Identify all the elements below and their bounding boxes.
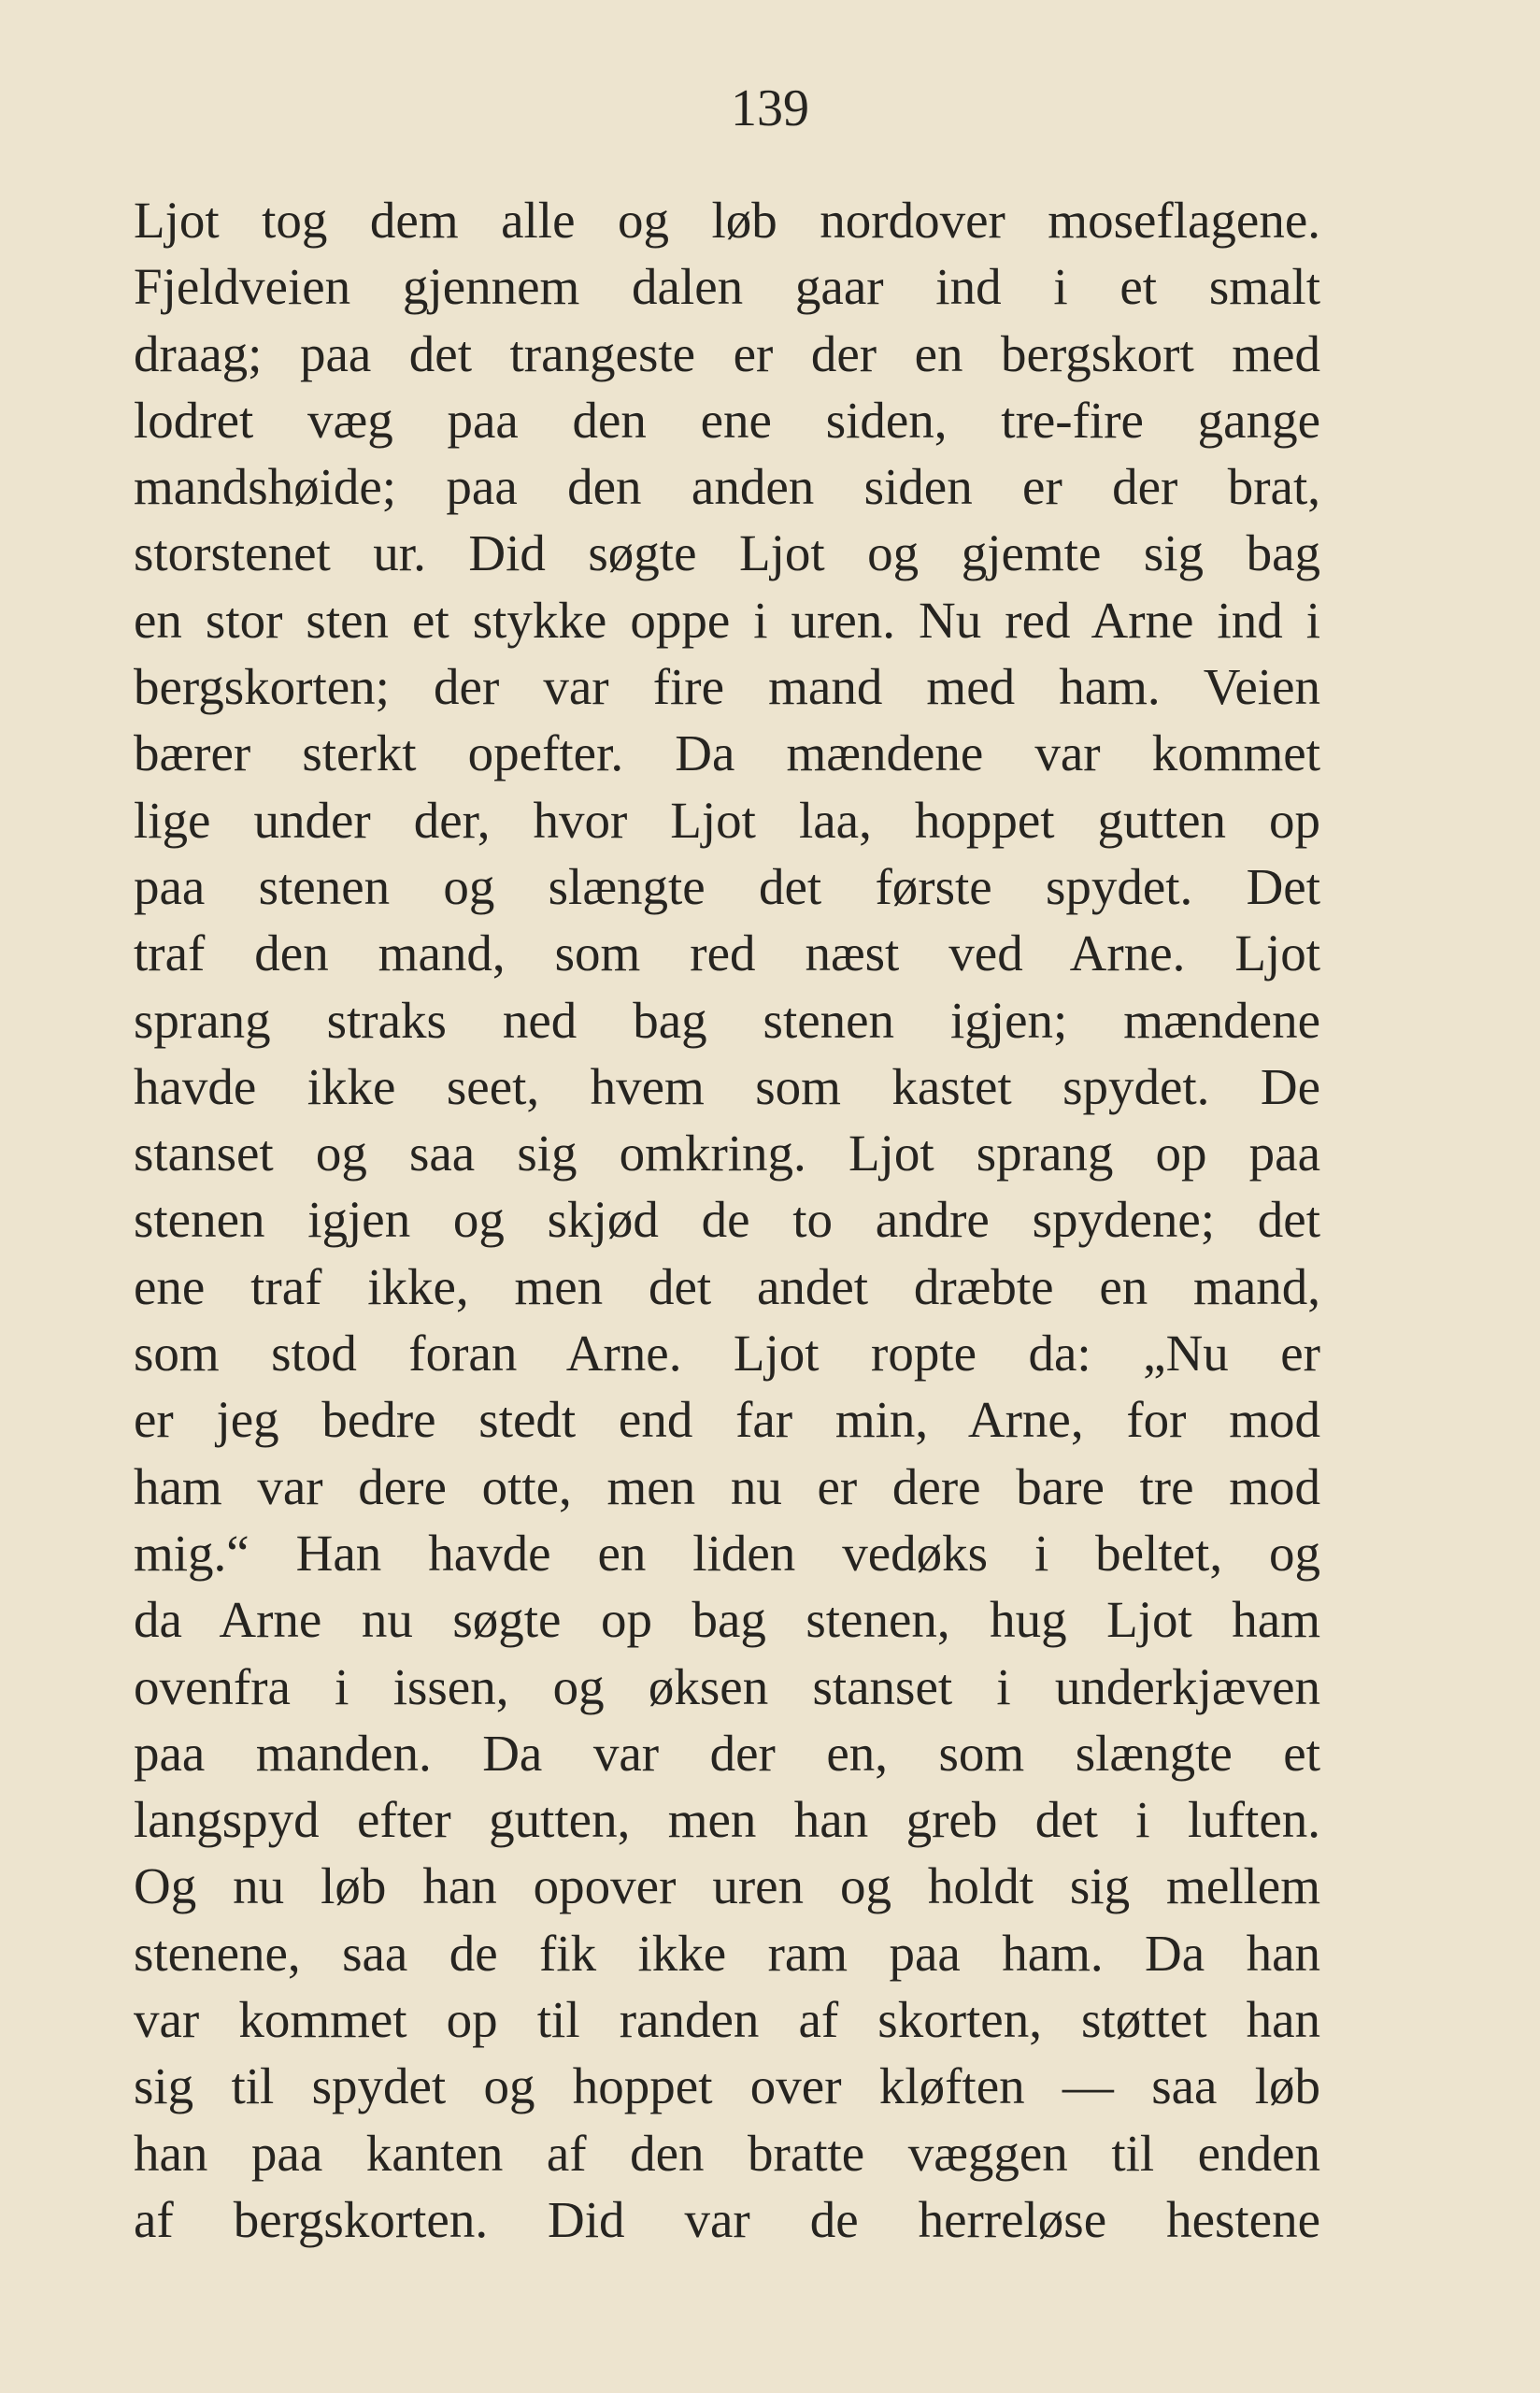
text-line: ham var dere otte, men nu er dere bare tre mod: [134, 1457, 1320, 1515]
text-line: havde ikke seet, hvem som kastet spydet. De: [134, 1057, 1320, 1115]
text-line: Og nu løb han opover uren og holdt sig mellem: [134, 1857, 1320, 1915]
text-line: bærer sterkt opefter. Da mændene var kommet: [134, 724, 1320, 782]
text-line: mandshøide; paa den anden siden er der brat,: [134, 458, 1320, 516]
text-line: stenen igjen og skjød de to andre spydene; det: [134, 1191, 1320, 1249]
text-line: paa stenen og slængte det første spydet. Det: [134, 857, 1320, 915]
text-line: ovenfra i issen, og øksen stanset i underkjæven: [134, 1657, 1320, 1715]
text-line: ene traf ikke, men det andet dræbte en mand,: [134, 1257, 1320, 1315]
text-line: bergskorten; der var fire mand med ham. Veien: [134, 658, 1320, 716]
text-line: stenene, saa de fik ikke ram paa ham. Da han: [134, 1924, 1320, 1982]
text-line: Ljot tog dem alle og løb nordover moseflagene.: [134, 192, 1320, 249]
text-line: sig til spydet og hoppet over kløften — saa løb: [134, 2057, 1320, 2115]
text-line: traf den mand, som red næst ved Arne. Ljot: [134, 924, 1320, 982]
text-line: draag; paa det trangeste er der en bergskort med: [134, 324, 1320, 382]
text-line: mig.“ Han havde en liden vedøks i beltet, og: [134, 1524, 1320, 1582]
text-line: sprang straks ned bag stenen igjen; mændene: [134, 991, 1320, 1049]
page-number: 139: [731, 79, 809, 137]
text-line: er jeg bedre stedt end far min, Arne, for mod: [134, 1391, 1320, 1449]
text-line: storstenet ur. Did søgte Ljot og gjemte sig bag: [134, 524, 1320, 582]
text-line: af bergskorten. Did var de herreløse hestene: [134, 2190, 1320, 2248]
text-line: lige under der, hvor Ljot laa, hoppet gutten op: [134, 791, 1320, 849]
text-line: var kommet op til randen af skorten, støttet han: [134, 1991, 1320, 2049]
text-line: langspyd efter gutten, men han greb det i luften.: [134, 1791, 1320, 1849]
text-line: stanset og saa sig omkring. Ljot sprang op paa: [134, 1125, 1320, 1182]
text-line: en stor sten et stykke oppe i uren. Nu red Arne ind i: [134, 591, 1320, 649]
text-line: han paa kanten af den bratte væggen til enden: [134, 2124, 1320, 2182]
body-text: [134, 187, 1320, 2253]
text-line: da Arne nu søgte op bag stenen, hug Ljot ham: [134, 1591, 1320, 1649]
text-line: lodret væg paa den ene siden, tre-fire gange: [134, 391, 1320, 449]
text-line: Fjeldveien gjennem dalen gaar ind i et smalt: [134, 258, 1320, 316]
text-line: paa manden. Da var der en, som slængte et: [134, 1724, 1320, 1782]
text-line: som stod foran Arne. Ljot ropte da: „Nu er: [134, 1325, 1320, 1383]
